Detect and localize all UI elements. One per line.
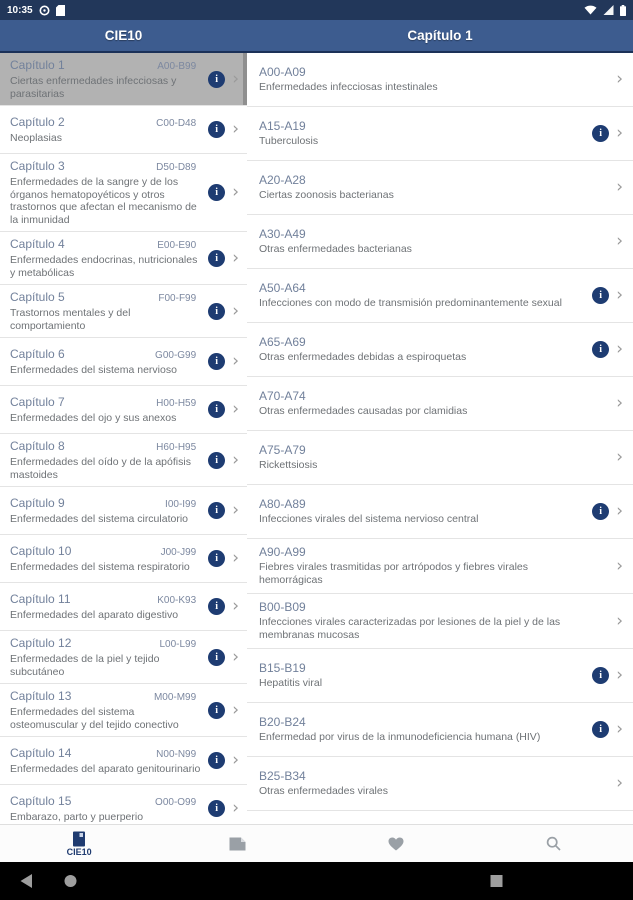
block-row[interactable] — [247, 594, 633, 649]
chevron-right-icon: › — [232, 399, 239, 419]
block-subtitle: Infecciones con modo de transmisión predominantemente sexual — [259, 297, 562, 309]
info-icon[interactable]: i — [592, 287, 609, 304]
chevron-right-icon: › — [232, 699, 239, 720]
chapter-code-range: K00-K93 — [157, 594, 197, 606]
chevron-right-icon: › — [616, 555, 623, 576]
chapter-row[interactable] — [0, 487, 247, 535]
block-row[interactable] — [247, 269, 633, 323]
chapter-row[interactable] — [0, 386, 247, 434]
clock: 10:35 — [7, 4, 33, 16]
block-code-range: B15-B19 — [259, 661, 306, 675]
info-icon[interactable]: i — [208, 121, 225, 138]
block-subtitle: Tuberculosis — [259, 135, 319, 147]
chevron-right-icon: › — [232, 351, 239, 371]
chapter-row[interactable] — [0, 737, 247, 785]
chapter-row[interactable] — [0, 434, 247, 487]
book-icon — [72, 831, 86, 847]
chapter-label: Capítulo 6 — [10, 346, 65, 361]
block-code-range: A90-A99 — [259, 545, 306, 559]
block-row[interactable] — [247, 53, 633, 107]
info-icon[interactable]: i — [592, 125, 609, 142]
chevron-right-icon: › — [232, 596, 239, 616]
chapter-label: Capítulo 10 — [10, 543, 72, 558]
home-button[interactable] — [64, 875, 77, 888]
chapter-row[interactable] — [0, 285, 247, 338]
chevron-right-icon: › — [232, 247, 239, 268]
block-subtitle: Rickettsiosis — [259, 459, 318, 471]
chevron-right-icon: › — [232, 750, 239, 770]
block-row[interactable] — [247, 215, 633, 269]
chevron-right-icon: › — [616, 447, 623, 467]
info-icon[interactable]: i — [208, 752, 225, 769]
info-icon[interactable]: i — [208, 598, 225, 615]
info-icon[interactable]: i — [208, 550, 225, 567]
chapter-code-range: E00-E90 — [157, 240, 197, 251]
left-pane-title: CIE10 — [104, 28, 143, 43]
chapter-code-range: J00-J99 — [160, 546, 197, 558]
chapter-label: Capítulo 13 — [10, 689, 72, 703]
chapter-code-range: M00-M99 — [153, 692, 197, 703]
chapter-row[interactable] — [0, 106, 247, 154]
chapter-code-range: H60-H95 — [156, 442, 197, 453]
chevron-right-icon: › — [232, 119, 239, 139]
chapter-subtitle: Enfermedades de la piel y tejido subcutáneo — [10, 653, 160, 678]
info-icon[interactable]: i — [592, 341, 609, 358]
tab-news[interactable] — [158, 825, 316, 862]
info-icon[interactable]: i — [208, 184, 225, 201]
chevron-right-icon: › — [232, 182, 239, 202]
cell-signal-icon — [603, 5, 614, 15]
chevron-right-icon: › — [232, 68, 239, 89]
news-icon — [229, 837, 246, 851]
chevron-right-icon: › — [232, 798, 239, 818]
data-saver-icon — [39, 5, 50, 16]
chapter-subtitle: Enfermedades del aparato digestivo — [10, 608, 179, 621]
tab-cie10-label: CIE10 — [66, 846, 92, 857]
chapter-row[interactable] — [0, 53, 247, 106]
chapter-subtitle: Neoplasias — [10, 131, 62, 144]
chapter-label: Capítulo 14 — [10, 745, 72, 760]
block-row[interactable] — [247, 539, 633, 594]
block-row[interactable] — [247, 757, 633, 811]
chapter-label: Capítulo 9 — [10, 495, 65, 510]
bottom-nav — [0, 824, 633, 862]
chapter-row[interactable] — [0, 684, 247, 737]
chapter-row[interactable] — [0, 631, 247, 684]
info-icon[interactable]: i — [208, 800, 225, 817]
block-row[interactable] — [247, 649, 633, 703]
chevron-right-icon: › — [616, 665, 623, 685]
info-icon[interactable]: i — [208, 250, 225, 267]
back-button[interactable] — [20, 874, 33, 888]
chapter-subtitle: Enfermedades del sistema circulatorio — [10, 512, 188, 525]
block-code-range: A70-A74 — [259, 389, 306, 403]
chapter-subtitle: Ciertas enfermedades infecciosas y parasitarias — [10, 75, 177, 100]
chapter-code-range: O00-O99 — [155, 796, 197, 808]
block-subtitle: Infecciones virales caracterizadas por lesiones de la piel y de las membranas mucosas — [259, 616, 561, 641]
block-row[interactable] — [247, 107, 633, 161]
chapter-label: Capítulo 15 — [10, 793, 72, 808]
chapter-row[interactable] — [0, 785, 247, 824]
tab-cie10[interactable] — [0, 825, 158, 862]
chapter-subtitle: Enfermedades del aparato genitourinario — [10, 762, 201, 775]
chevron-right-icon: › — [232, 646, 239, 667]
tab-favorites[interactable] — [317, 825, 475, 862]
chapter-label: Capítulo 5 — [10, 290, 65, 304]
info-icon[interactable]: i — [592, 721, 609, 738]
recents-button[interactable] — [490, 875, 503, 888]
right-app-bar — [247, 20, 633, 53]
block-code-range: B20-B24 — [259, 715, 306, 729]
search-icon — [546, 836, 561, 851]
info-icon[interactable]: i — [208, 649, 225, 666]
chevron-right-icon: › — [232, 300, 239, 321]
chevron-right-icon: › — [232, 548, 239, 568]
chapter-subtitle: Enfermedades del ojo y sus anexos — [10, 411, 177, 424]
chevron-right-icon: › — [616, 393, 623, 413]
block-subtitle: Hepatitis viral — [259, 677, 323, 689]
chapter-subtitle: Enfermedades del oído y de la apófisis mastoides — [10, 456, 191, 481]
chevron-right-icon: › — [616, 610, 623, 631]
info-icon[interactable]: i — [592, 503, 609, 520]
heart-icon — [388, 837, 404, 851]
block-row[interactable] — [247, 161, 633, 215]
info-icon[interactable]: i — [208, 71, 225, 88]
chapter-code-range: H00-H59 — [156, 397, 197, 409]
block-subtitle: Otras enfermedades bacterianas — [259, 243, 412, 255]
info-icon[interactable]: i — [208, 702, 225, 719]
chevron-right-icon: › — [616, 501, 623, 521]
block-subtitle: Fiebres virales trasmitidas por artrópodos y fiebres virales hemorrágicas — [259, 561, 529, 586]
chapter-label: Capítulo 3 — [10, 159, 65, 173]
chevron-right-icon: › — [616, 177, 623, 197]
chapter-subtitle: Enfermedades del sistema respiratorio — [10, 560, 190, 573]
block-subtitle: Otras enfermedades causadas por clamidias — [259, 405, 468, 417]
chapter-label: Capítulo 1 — [10, 58, 65, 72]
wifi-icon — [584, 5, 597, 15]
chapter-code-range: N00-N99 — [156, 748, 197, 760]
info-icon[interactable]: i — [208, 502, 225, 519]
block-code-range: B25-B34 — [259, 769, 306, 783]
info-icon[interactable]: i — [592, 667, 609, 684]
chapter-subtitle: Embarazo, parto y puerperio — [10, 810, 144, 823]
block-code-range: A00-A09 — [259, 65, 306, 79]
block-code-range: A75-A79 — [259, 443, 306, 457]
chapter-code-range: D50-D89 — [156, 162, 197, 173]
chapter-row[interactable] — [0, 583, 247, 631]
app-bar-row — [0, 20, 633, 53]
chapter-code-range: L00-L99 — [159, 639, 197, 650]
chapter-label: Capítulo 7 — [10, 394, 65, 409]
status-bar — [0, 0, 633, 20]
chapter-code-range: F00-F99 — [158, 293, 197, 304]
block-code-range: A15-A19 — [259, 119, 306, 133]
chevron-right-icon: › — [616, 719, 623, 739]
info-icon[interactable]: i — [208, 401, 225, 418]
chevron-right-icon: › — [232, 500, 239, 520]
info-icon[interactable]: i — [208, 303, 225, 320]
chapter-subtitle: Enfermedades del sistema osteomuscular y del tejido conectivo — [10, 706, 179, 731]
block-code-range: A30-A49 — [259, 227, 306, 241]
chevron-right-icon: › — [616, 339, 623, 359]
block-row[interactable] — [247, 485, 633, 539]
block-row[interactable] — [247, 323, 633, 377]
block-code-range: A50-A64 — [259, 281, 306, 295]
chapter-label: Capítulo 8 — [10, 439, 65, 453]
chapter-row[interactable] — [0, 535, 247, 583]
right-pane-title: Capítulo 1 — [407, 28, 473, 43]
block-subtitle: Otras enfermedades virales — [259, 785, 388, 797]
chapter-subtitle: Enfermedades del sistema nervioso — [10, 363, 177, 376]
chapter-label: Capítulo 2 — [10, 114, 65, 129]
chevron-right-icon: › — [616, 69, 623, 89]
battery-icon — [620, 5, 626, 16]
info-icon[interactable]: i — [208, 353, 225, 370]
android-nav-bar — [0, 862, 633, 900]
left-app-bar — [0, 20, 247, 53]
block-subtitle: Ciertas zoonosis bacterianas — [259, 189, 394, 201]
chapter-code-range: I00-I99 — [165, 498, 197, 510]
chapter-label: Capítulo 11 — [10, 591, 71, 606]
chevron-right-icon: › — [616, 285, 623, 305]
chapter-row[interactable] — [0, 154, 247, 232]
chapter-row[interactable] — [0, 338, 247, 386]
block-code-range: A20-A28 — [259, 173, 306, 187]
info-icon[interactable]: i — [208, 452, 225, 469]
block-subtitle: Infecciones virales del sistema nervioso central — [259, 513, 479, 525]
block-code-range: A80-A89 — [259, 497, 306, 511]
block-code-range: A65-A69 — [259, 335, 306, 349]
main-content — [0, 53, 633, 824]
chapter-subtitle: Enfermedades endocrinas, nutricionales y metabólicas — [10, 254, 198, 279]
chapter-subtitle: Trastornos mentales y del comportamiento — [10, 307, 131, 332]
chapter-subtitle: Enfermedades de la sangre y de los órganos hematopoyéticos y otros trastornos que afectan el mecanismo de la inmunidad — [10, 176, 197, 226]
block-row[interactable] — [247, 431, 633, 485]
block-code-range: B00-B09 — [259, 600, 306, 614]
sd-card-icon — [56, 5, 65, 16]
block-subtitle: Enfermedad por virus de la inmunodeficiencia humana (HIV) — [259, 731, 541, 743]
chevron-right-icon: › — [232, 449, 239, 470]
tab-search[interactable] — [475, 825, 633, 862]
chapter-label: Capítulo 4 — [10, 237, 65, 251]
chapter-code-range: A00-B99 — [157, 61, 197, 72]
block-list[interactable] — [247, 53, 633, 824]
chapter-code-range: G00-G99 — [155, 349, 197, 361]
chapter-list[interactable] — [0, 53, 247, 824]
chevron-right-icon: › — [616, 123, 623, 143]
chapter-label: Capítulo 12 — [10, 636, 72, 650]
block-subtitle: Enfermedades infecciosas intestinales — [259, 81, 438, 93]
chapter-row[interactable] — [0, 232, 247, 285]
block-row[interactable] — [247, 703, 633, 757]
chapter-code-range: C00-D48 — [156, 117, 197, 129]
chevron-right-icon: › — [616, 773, 623, 793]
chevron-right-icon: › — [616, 231, 623, 251]
block-subtitle: Otras enfermedades debidas a espiroquetas — [259, 351, 467, 363]
block-row[interactable] — [247, 377, 633, 431]
